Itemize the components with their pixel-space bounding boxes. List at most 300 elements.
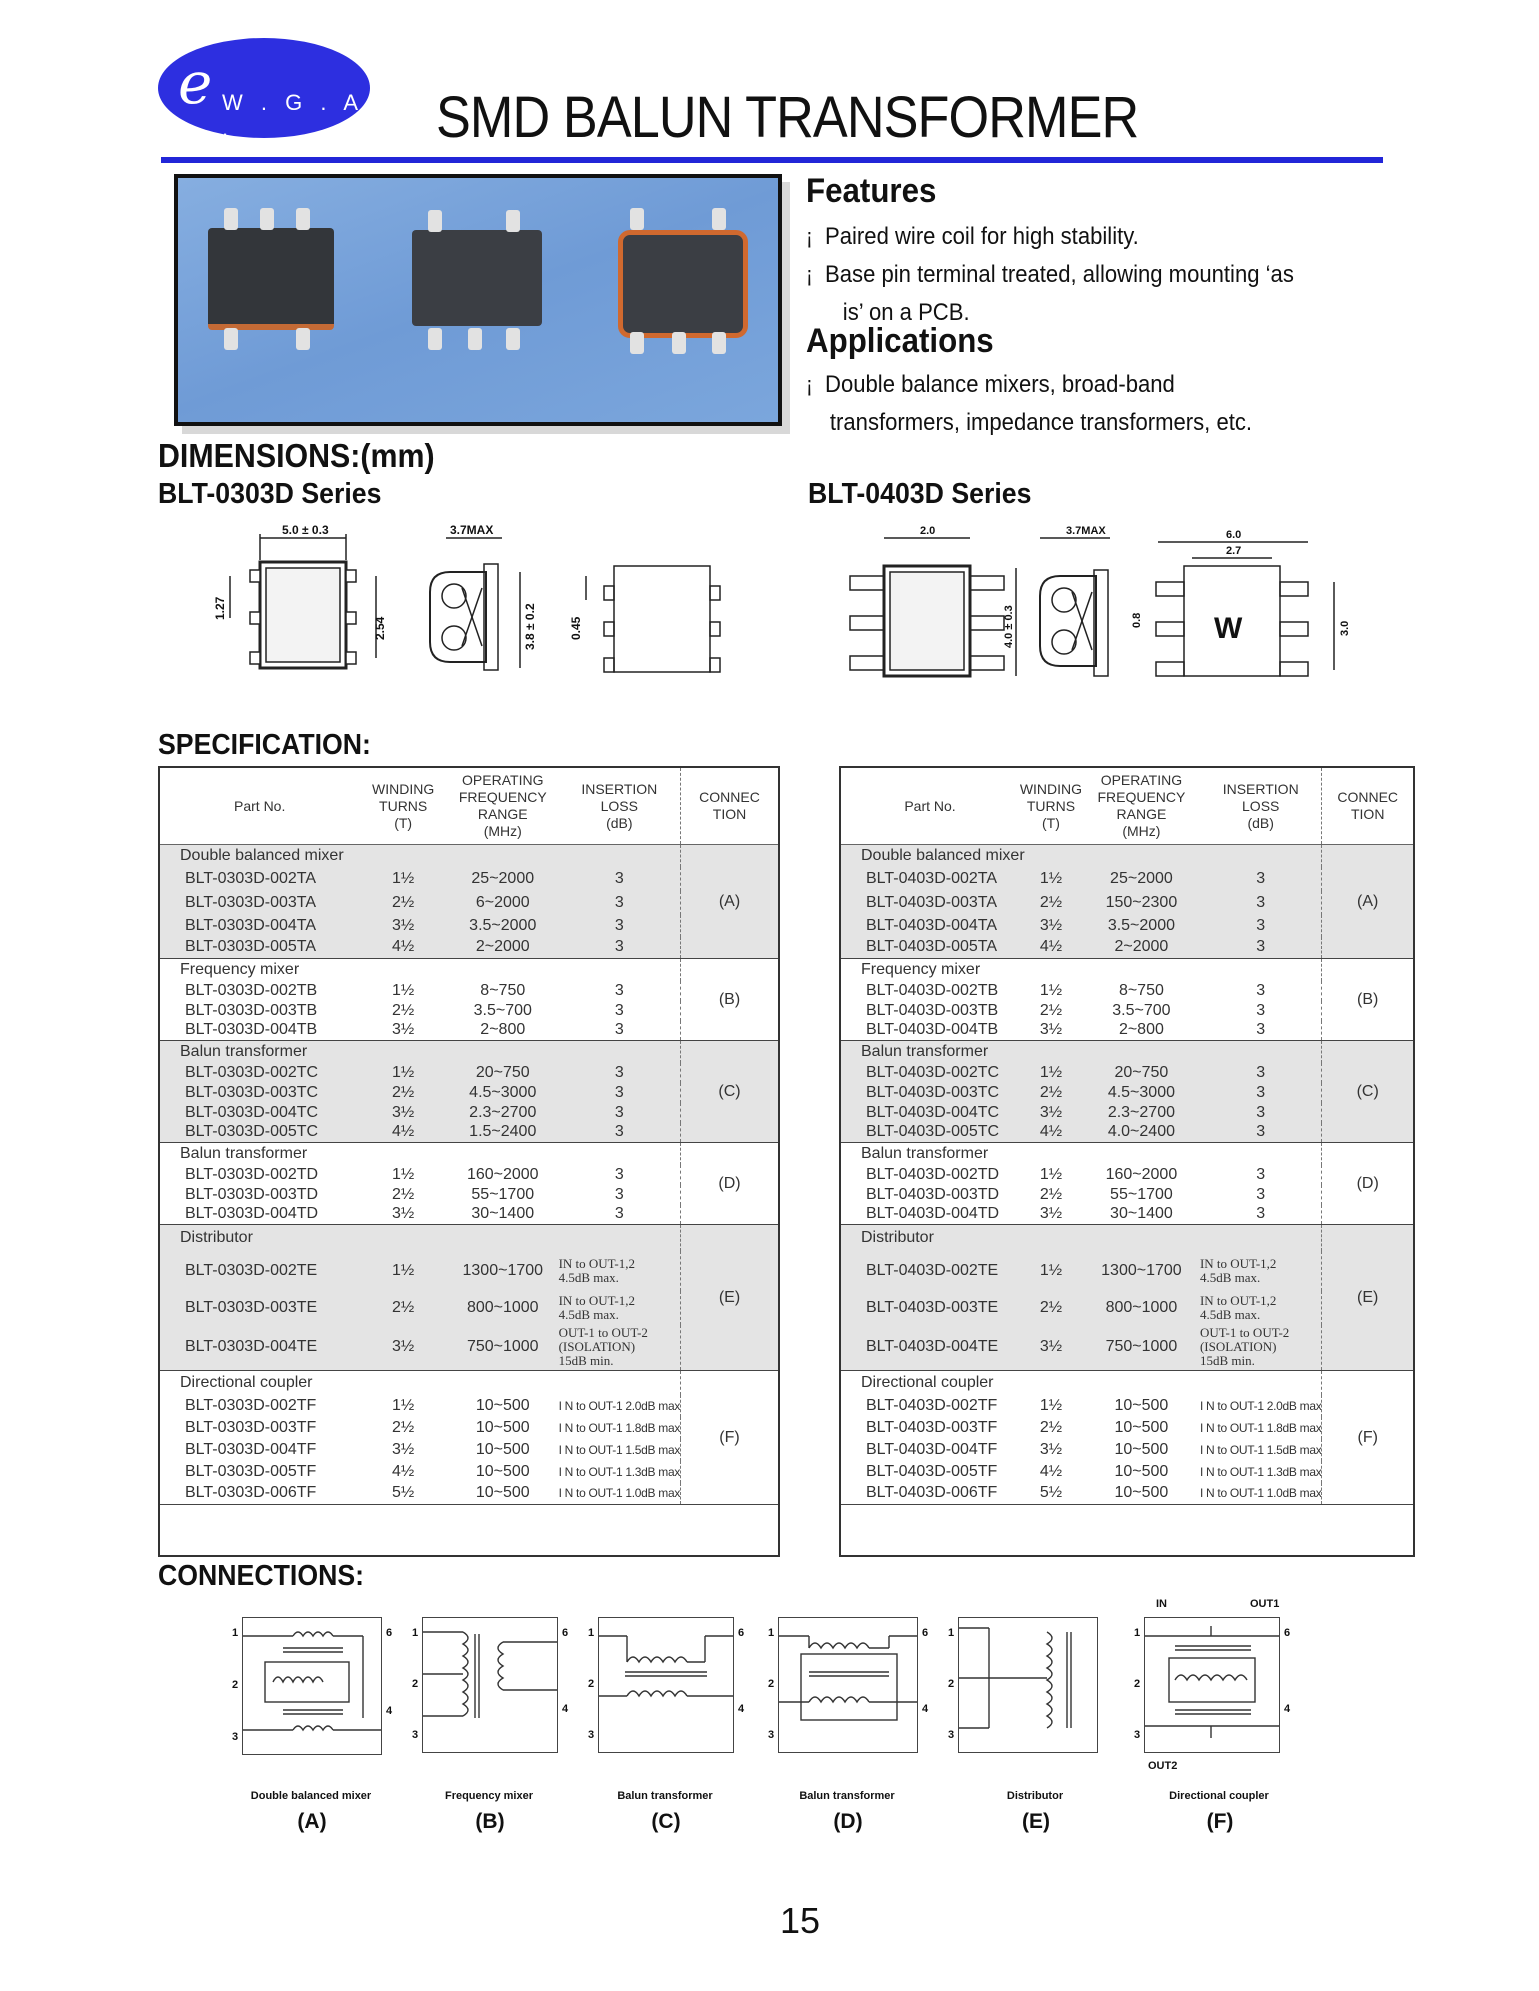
winding-turns: 3½ xyxy=(392,1338,415,1356)
part-number: BLT-0303D-005TC xyxy=(185,1123,319,1141)
frequency-range: 800~1000 xyxy=(1105,1298,1178,1316)
winding-turns: 4½ xyxy=(1039,1123,1063,1141)
pin-number: 2 xyxy=(412,1678,419,1690)
part-number: BLT-0303D-005TA xyxy=(185,938,317,956)
part-number: BLT-0403D-002TE xyxy=(866,1261,999,1279)
spec-header-cell: CONNEC TION xyxy=(681,768,778,845)
part-number: BLT-0303D-002TE xyxy=(185,1261,318,1279)
insertion-loss: 3 xyxy=(614,893,624,911)
frequency-range: 4.5~3000 xyxy=(1107,1083,1175,1101)
winding-turns: 1½ xyxy=(392,869,415,887)
spec-header-cell: OPERATING FREQUENCY RANGE (MHz) xyxy=(447,768,559,845)
winding-turns: 2½ xyxy=(1039,893,1063,911)
pin-number: 2 xyxy=(588,1678,595,1690)
conn-d-caption: Balun transformer xyxy=(799,1790,895,1802)
part-number: BLT-0303D-004TB xyxy=(185,1021,318,1039)
spec-connection-cell: (F) xyxy=(1322,1371,1413,1505)
insertion-loss: 3 xyxy=(614,1165,624,1183)
spec-group xyxy=(160,845,778,959)
part-number: BLT-0403D-004TC xyxy=(866,1103,1000,1121)
logo-script-mark: e xyxy=(178,49,213,117)
winding-turns: 1½ xyxy=(1039,981,1063,999)
pin-number: 3 xyxy=(948,1729,955,1741)
insertion-loss: I N to OUT-1 1.8dB max xyxy=(558,1420,681,1435)
part-number: BLT-0303D-004TC xyxy=(185,1103,319,1121)
part-number: BLT-0303D-006TF xyxy=(185,1484,317,1502)
frequency-range: 55~1700 xyxy=(1110,1185,1173,1203)
connections-heading: CONNECTIONS: xyxy=(158,1560,365,1592)
conn-b-letter: (B) xyxy=(475,1810,505,1833)
dim-label: 2.0 xyxy=(920,525,936,537)
part-number: BLT-0303D-005TF xyxy=(185,1462,317,1480)
frequency-range: 2~2000 xyxy=(475,938,530,956)
winding-turns: 2½ xyxy=(1039,1001,1063,1019)
frequency-range: 1300~1700 xyxy=(1101,1261,1182,1279)
dim-label: 1.27 xyxy=(213,596,227,620)
part-number: BLT-0403D-002TA xyxy=(866,869,998,887)
spec-connection-cell: (D) xyxy=(1322,1143,1413,1225)
frequency-range: 55~1700 xyxy=(471,1185,535,1203)
part-number: BLT-0403D-005TA xyxy=(866,938,998,956)
frequency-range: 30~1400 xyxy=(1110,1205,1173,1223)
frequency-range: 750~1000 xyxy=(466,1338,539,1356)
part-number: BLT-0303D-003TF xyxy=(185,1418,317,1436)
company-logo xyxy=(158,38,370,141)
insertion-loss: 3 xyxy=(1256,893,1266,911)
spec-header-cell: Part No. xyxy=(160,768,359,845)
part-number: BLT-0303D-003TB xyxy=(185,1001,318,1019)
conn-a-letter: (A) xyxy=(297,1810,327,1833)
part-number: BLT-0403D-003TB xyxy=(866,1001,999,1019)
connection-diagram-a xyxy=(242,1617,382,1755)
insertion-loss: IN to OUT-1,2 4.5dB max. xyxy=(1199,1292,1277,1322)
frequency-range: 10~500 xyxy=(1114,1462,1169,1480)
spec-header-cell: OPERATING FREQUENCY RANGE (MHz) xyxy=(1083,768,1200,845)
frequency-range: 3.5~700 xyxy=(1112,1001,1171,1019)
chip-image-3 xyxy=(618,230,748,338)
insertion-loss: 3 xyxy=(614,1083,624,1101)
insertion-loss: I N to OUT-1 1.5dB max xyxy=(1199,1442,1322,1457)
spec-connection-cell: (F) xyxy=(681,1371,778,1505)
pin-number: 2 xyxy=(1134,1678,1141,1690)
winding-turns: 3½ xyxy=(1039,1021,1063,1039)
winding-turns: 2½ xyxy=(1039,1083,1063,1101)
insertion-loss: I N to OUT-1 2.0dB max xyxy=(1199,1398,1322,1413)
winding-turns: 1½ xyxy=(1039,1261,1063,1279)
pin-number: 4 xyxy=(1284,1703,1291,1715)
insertion-loss: I N to OUT-1 1.3dB max xyxy=(558,1464,681,1479)
frequency-range: 750~1000 xyxy=(1105,1338,1178,1356)
spec-group-title: Directional coupler xyxy=(861,1373,994,1391)
winding-turns: 2½ xyxy=(392,1418,415,1436)
pin-number: 6 xyxy=(1284,1627,1291,1639)
part-number: BLT-0403D-005TC xyxy=(866,1123,1000,1141)
conn-d-letter: (D) xyxy=(833,1810,863,1833)
winding-turns: 3½ xyxy=(392,1103,415,1121)
frequency-range: 2.3~2700 xyxy=(469,1103,537,1121)
part-number: BLT-0403D-004TE xyxy=(866,1338,999,1356)
pin-number: 2 xyxy=(948,1678,955,1690)
frequency-range: 8~750 xyxy=(1118,981,1164,999)
connection-diagram-f xyxy=(1144,1617,1280,1753)
winding-turns: 1½ xyxy=(1039,1396,1063,1414)
frequency-range: 150~2300 xyxy=(1105,893,1178,911)
spec-group-title: Distributor xyxy=(861,1228,934,1246)
spec-group-title: Distributor xyxy=(180,1228,253,1246)
insertion-loss: 3 xyxy=(614,1063,624,1081)
insertion-loss: I N to OUT-1 1.0dB max xyxy=(558,1486,681,1501)
spec-group xyxy=(160,1143,778,1225)
insertion-loss: OUT-1 to OUT-2 (ISOLATION) 15dB min. xyxy=(558,1325,648,1369)
header-divider xyxy=(161,157,1383,163)
connection-diagram-e xyxy=(958,1617,1098,1753)
winding-turns: 3½ xyxy=(392,1440,415,1458)
blt-0403d-dimension-drawing xyxy=(840,520,1380,710)
spec-connection-cell: (B) xyxy=(1322,959,1413,1041)
features-list xyxy=(806,218,1366,332)
feature-item: is’ on a PCB. xyxy=(842,299,970,326)
spec-header-cell: WINDING TURNS (T) xyxy=(1019,768,1083,845)
bullet-icon: ¡ xyxy=(806,224,813,249)
pin-number: 6 xyxy=(386,1627,393,1639)
feature-item: Base pin terminal treated, allowing mounting ‘as xyxy=(825,261,1294,288)
insertion-loss: 3 xyxy=(614,1021,624,1039)
conn-f-letter: (F) xyxy=(1206,1810,1234,1833)
connection-diagram-b xyxy=(422,1617,558,1753)
winding-turns: 3½ xyxy=(392,1021,415,1039)
spec-group xyxy=(160,1225,778,1371)
winding-turns: 1½ xyxy=(392,1165,415,1183)
frequency-range: 1300~1700 xyxy=(462,1261,544,1279)
features-heading: Features xyxy=(806,172,937,210)
part-number: BLT-0303D-003TA xyxy=(185,893,317,911)
winding-turns: 2½ xyxy=(1039,1185,1063,1203)
insertion-loss: I N to OUT-1 2.0dB max xyxy=(558,1398,681,1413)
pin-number: 3 xyxy=(232,1731,239,1743)
frequency-range: 25~2000 xyxy=(471,869,535,887)
winding-turns: 3½ xyxy=(392,916,415,934)
insertion-loss: 3 xyxy=(614,869,624,887)
pin-number: 1 xyxy=(412,1627,419,1639)
insertion-loss: 3 xyxy=(1256,1165,1266,1183)
spec-group-title: Double balanced mixer xyxy=(180,846,344,864)
frequency-range: 4.5~3000 xyxy=(469,1083,537,1101)
series-left-title: BLT-0303D Series xyxy=(158,478,382,510)
part-number: BLT-0303D-002TB xyxy=(185,981,318,999)
pin-number: 1 xyxy=(1134,1627,1141,1639)
winding-turns: 4½ xyxy=(392,1462,415,1480)
part-number: BLT-0403D-006TF xyxy=(866,1484,998,1502)
pin-number: 1 xyxy=(232,1627,239,1639)
part-number: BLT-0403D-002TB xyxy=(866,981,999,999)
spec-group-title: Balun transformer xyxy=(180,1042,308,1060)
pin-number: 2 xyxy=(768,1678,775,1690)
frequency-range: 10~500 xyxy=(475,1440,530,1458)
frequency-range: 160~2000 xyxy=(1105,1165,1178,1183)
pin-number: 4 xyxy=(922,1703,929,1715)
specification-heading: SPECIFICATION: xyxy=(158,729,371,761)
insertion-loss: 3 xyxy=(614,1103,624,1121)
frequency-range: 10~500 xyxy=(1114,1484,1169,1502)
spec-group xyxy=(841,1041,1413,1143)
frequency-range: 1.5~2400 xyxy=(469,1123,537,1141)
spec-group xyxy=(841,1371,1413,1505)
winding-turns: 1½ xyxy=(392,1396,415,1414)
page-title: SMD BALUN TRANSFORMER xyxy=(436,85,1139,150)
part-number: BLT-0303D-004TD xyxy=(185,1205,319,1223)
pin-number: 1 xyxy=(768,1627,775,1639)
winding-turns: 3½ xyxy=(1039,1338,1063,1356)
part-number: BLT-0403D-005TF xyxy=(866,1462,998,1480)
winding-turns: 4½ xyxy=(1039,1462,1063,1480)
dim-label: 0.8 xyxy=(1131,612,1143,628)
spec-group-title: Frequency mixer xyxy=(861,960,981,978)
pin-number: 3 xyxy=(1134,1729,1141,1741)
insertion-loss: IN to OUT-1,2 4.5dB max. xyxy=(558,1255,636,1285)
dim-label: 4.0 ± 0.3 xyxy=(1003,605,1015,648)
frequency-range: 2.3~2700 xyxy=(1107,1103,1175,1121)
dim-label: 3.8 ± 0.2 xyxy=(523,603,537,650)
spec-group xyxy=(160,1041,778,1143)
spec-header-cell: INSERTION LOSS (dB) xyxy=(559,768,681,845)
winding-turns: 4½ xyxy=(392,1123,415,1141)
insertion-loss: 3 xyxy=(614,938,624,956)
insertion-loss: 3 xyxy=(1256,1185,1266,1203)
bullet-icon: ¡ xyxy=(806,262,813,287)
part-number: BLT-0403D-002TC xyxy=(866,1063,1000,1081)
spec-group xyxy=(841,1225,1413,1371)
frequency-range: 10~500 xyxy=(1114,1396,1169,1414)
spec-header-cell: INSERTION LOSS (dB) xyxy=(1200,768,1322,845)
frequency-range: 3.5~2000 xyxy=(1107,916,1175,934)
insertion-loss: IN to OUT-1,2 4.5dB max. xyxy=(1199,1255,1277,1285)
conn-f-out2-label: OUT2 xyxy=(1148,1760,1178,1772)
insertion-loss: 3 xyxy=(1256,981,1266,999)
conn-f-caption: Directional coupler xyxy=(1169,1790,1269,1802)
spec-header-cell: CONNEC TION xyxy=(1322,768,1413,845)
part-number: BLT-0303D-003TC xyxy=(185,1083,319,1101)
spec-group-title: Balun transformer xyxy=(861,1042,989,1060)
part-number: BLT-0403D-004TD xyxy=(866,1205,1000,1223)
spec-group xyxy=(841,845,1413,959)
insertion-loss: 3 xyxy=(1256,938,1266,956)
winding-turns: 4½ xyxy=(392,938,415,956)
winding-turns: 2½ xyxy=(392,893,415,911)
insertion-loss: 3 xyxy=(1256,1205,1266,1223)
frequency-range: 10~500 xyxy=(475,1418,530,1436)
pin-number: 1 xyxy=(948,1627,955,1639)
blt-0303d-dimension-drawing xyxy=(200,520,740,710)
part-number: BLT-0403D-004TA xyxy=(866,916,998,934)
winding-turns: 2½ xyxy=(1039,1418,1063,1436)
winding-turns: 5½ xyxy=(392,1484,415,1502)
winding-turns: 1½ xyxy=(1039,869,1063,887)
connection-diagram-d xyxy=(778,1617,918,1753)
winding-turns: 3½ xyxy=(1039,1440,1063,1458)
winding-turns: 3½ xyxy=(1039,1205,1063,1223)
winding-turns: 2½ xyxy=(392,1185,415,1203)
spec-connection-cell: (C) xyxy=(1322,1041,1413,1143)
insertion-loss: 3 xyxy=(614,1123,624,1141)
conn-a-caption: Double balanced mixer xyxy=(250,1790,372,1802)
pin-number: 4 xyxy=(738,1703,745,1715)
winding-turns: 2½ xyxy=(1039,1298,1063,1316)
part-number: BLT-0303D-002TD xyxy=(185,1165,319,1183)
dimensions-heading: DIMENSIONS:(mm) xyxy=(158,437,435,474)
winding-turns: 2½ xyxy=(392,1083,415,1101)
dim-label: 0.45 xyxy=(569,616,583,640)
spec-group-title: Balun transformer xyxy=(861,1144,989,1162)
bullet-icon: ¡ xyxy=(806,372,813,397)
spec-header-cell: Part No. xyxy=(841,768,1019,845)
logo-text: W . G . A . xyxy=(222,90,363,141)
frequency-range: 10~500 xyxy=(1114,1440,1169,1458)
insertion-loss: 3 xyxy=(1256,1103,1266,1121)
spec-group-title: Directional coupler xyxy=(180,1373,313,1391)
insertion-loss: 3 xyxy=(614,1001,624,1019)
part-number: BLT-0403D-004TB xyxy=(866,1021,999,1039)
spec-connection-cell: (D) xyxy=(681,1143,778,1225)
pin-number: 4 xyxy=(562,1703,569,1715)
insertion-loss: 3 xyxy=(1256,916,1266,934)
frequency-range: 10~500 xyxy=(475,1462,530,1480)
insertion-loss: I N to OUT-1 1.0dB max xyxy=(1199,1486,1322,1501)
part-number: BLT-0303D-002TF xyxy=(185,1396,317,1414)
spec-connection-cell: (E) xyxy=(681,1225,778,1371)
part-number: BLT-0303D-003TE xyxy=(185,1298,318,1316)
conn-b-caption: Frequency mixer xyxy=(444,1790,534,1802)
part-number: BLT-0403D-002TD xyxy=(866,1165,1000,1183)
spec-connection-cell: (A) xyxy=(1322,845,1413,959)
spec-group xyxy=(160,959,778,1041)
spec-group-title: Double balanced mixer xyxy=(861,846,1025,864)
spec-group xyxy=(841,959,1413,1041)
dim-marking-w: W xyxy=(1214,612,1243,645)
spec-table-left xyxy=(160,768,778,1505)
insertion-loss: I N to OUT-1 1.8dB max xyxy=(1199,1420,1322,1435)
part-number: BLT-0403D-002TF xyxy=(866,1396,998,1414)
dim-label: 3.7MAX xyxy=(1066,525,1106,537)
part-number: BLT-0303D-004TF xyxy=(185,1440,317,1458)
part-number: BLT-0303D-002TA xyxy=(185,869,317,887)
frequency-range: 10~500 xyxy=(1114,1418,1169,1436)
insertion-loss: 3 xyxy=(1256,869,1266,887)
conn-c-caption: Balun transformer xyxy=(617,1790,713,1802)
applications-heading: Applications xyxy=(806,322,994,360)
part-number: BLT-0303D-004TE xyxy=(185,1338,318,1356)
winding-turns: 1½ xyxy=(1039,1063,1063,1081)
dim-label: 2.54 xyxy=(373,616,387,640)
conn-e-letter: (E) xyxy=(1022,1810,1050,1833)
frequency-range: 3.5~2000 xyxy=(469,916,537,934)
pin-number: 6 xyxy=(738,1627,745,1639)
part-number: BLT-0403D-003TD xyxy=(866,1185,1000,1203)
part-number: BLT-0403D-004TF xyxy=(866,1440,998,1458)
insertion-loss: OUT-1 to OUT-2 (ISOLATION) 15dB min. xyxy=(1199,1325,1290,1369)
winding-turns: 1½ xyxy=(392,1261,415,1279)
spec-table-right xyxy=(841,768,1413,1505)
spec-connection-cell: (E) xyxy=(1322,1225,1413,1371)
insertion-loss: 3 xyxy=(614,1185,624,1203)
insertion-loss: 3 xyxy=(614,981,624,999)
connection-diagram-c xyxy=(598,1617,734,1753)
insertion-loss: 3 xyxy=(614,916,624,934)
conn-c-letter: (C) xyxy=(651,1810,681,1833)
winding-turns: 1½ xyxy=(392,981,415,999)
frequency-range: 2~2000 xyxy=(1114,938,1169,956)
page-number: 15 xyxy=(780,1900,821,1941)
application-item: Double balance mixers, broad-band xyxy=(825,371,1175,398)
winding-turns: 2½ xyxy=(392,1298,415,1316)
winding-turns: 1½ xyxy=(392,1063,415,1081)
winding-turns: 3½ xyxy=(1039,916,1063,934)
frequency-range: 800~1000 xyxy=(466,1298,539,1316)
frequency-range: 10~500 xyxy=(475,1396,530,1414)
feature-item: Paired wire coil for high stability. xyxy=(825,223,1139,250)
insertion-loss: I N to OUT-1 1.3dB max xyxy=(1199,1464,1322,1479)
pin-number: 3 xyxy=(588,1729,595,1741)
pin-number: 4 xyxy=(386,1705,393,1717)
part-number: BLT-0403D-003TF xyxy=(866,1418,998,1436)
spec-connection-cell: (C) xyxy=(681,1041,778,1143)
conn-f-out1-label: OUT1 xyxy=(1250,1598,1280,1610)
part-number: BLT-0403D-003TC xyxy=(866,1083,1000,1101)
frequency-range: 6~2000 xyxy=(475,893,530,911)
frequency-range: 20~750 xyxy=(1114,1063,1169,1081)
part-number: BLT-0303D-002TC xyxy=(185,1063,319,1081)
pin-number: 6 xyxy=(562,1627,569,1639)
frequency-range: 2~800 xyxy=(480,1021,526,1039)
insertion-loss: 3 xyxy=(1256,1001,1266,1019)
frequency-range: 10~500 xyxy=(475,1484,530,1502)
spec-group xyxy=(160,1371,778,1505)
spec-connection-cell: (B) xyxy=(681,959,778,1041)
chip-image-2 xyxy=(412,230,542,326)
winding-turns: 3½ xyxy=(1039,1103,1063,1121)
part-number: BLT-0303D-004TA xyxy=(185,916,317,934)
insertion-loss: 3 xyxy=(1256,1083,1266,1101)
pin-number: 3 xyxy=(412,1729,419,1741)
dim-label: 3.0 xyxy=(1339,620,1351,636)
frequency-range: 3.5~700 xyxy=(473,1001,532,1019)
winding-turns: 2½ xyxy=(392,1001,415,1019)
insertion-loss: 3 xyxy=(614,1205,624,1223)
winding-turns: 3½ xyxy=(392,1205,415,1223)
insertion-loss: I N to OUT-1 1.5dB max xyxy=(558,1442,681,1457)
conn-f-in-label: IN xyxy=(1156,1598,1167,1610)
frequency-range: 20~750 xyxy=(475,1063,530,1081)
applications-list xyxy=(806,366,1366,442)
spec-connection-cell: (A) xyxy=(681,845,778,959)
dim-label: 2.7 xyxy=(1226,545,1242,557)
winding-turns: 4½ xyxy=(1039,938,1063,956)
pin-number: 3 xyxy=(768,1729,775,1741)
frequency-range: 4.0~2400 xyxy=(1107,1123,1175,1141)
dim-label: 6.0 xyxy=(1226,529,1242,541)
frequency-range: 2~800 xyxy=(1118,1021,1164,1039)
insertion-loss: IN to OUT-1,2 4.5dB max. xyxy=(558,1292,636,1322)
winding-turns: 1½ xyxy=(1039,1165,1063,1183)
frequency-range: 25~2000 xyxy=(1110,869,1173,887)
application-item: transformers, impedance transformers, etc. xyxy=(829,409,1253,436)
frequency-range: 160~2000 xyxy=(466,1165,539,1183)
part-number: BLT-0403D-003TE xyxy=(866,1298,999,1316)
pin-number: 1 xyxy=(588,1627,595,1639)
insertion-loss: 3 xyxy=(1256,1021,1266,1039)
part-number: BLT-0303D-003TD xyxy=(185,1185,319,1203)
dim-label: 3.7MAX xyxy=(450,523,494,537)
spec-group xyxy=(841,1143,1413,1225)
